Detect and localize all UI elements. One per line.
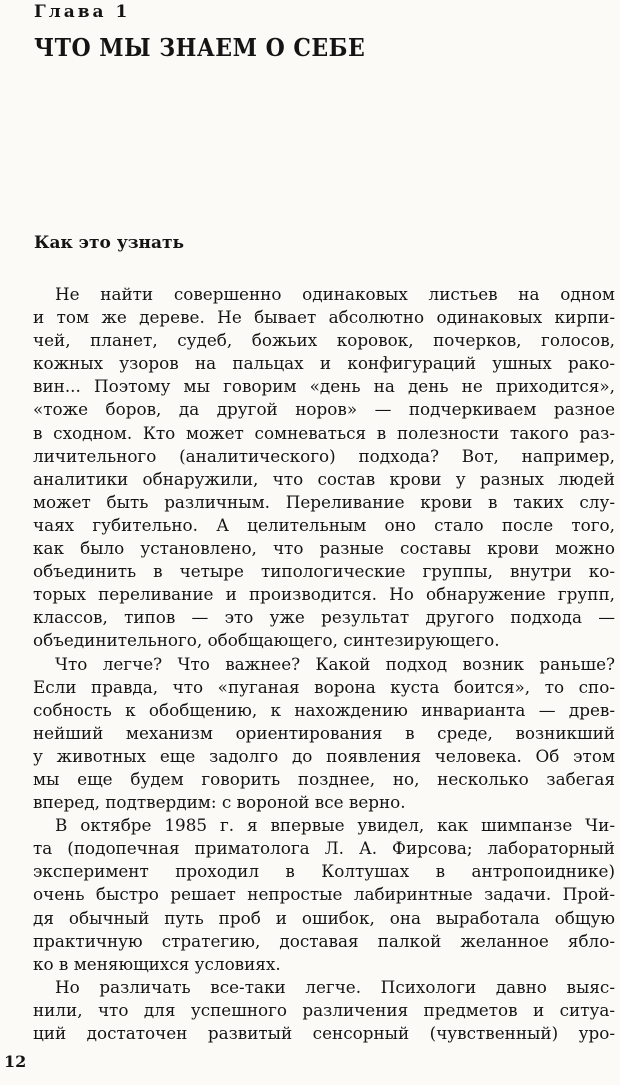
text-line: чаях губительно. А целительным оно стало после того, [33,514,615,535]
text-line: торых переливание и производится. Но обнаружение групп, [33,584,615,605]
section-heading: Как это узнать [34,233,185,253]
text-line: эксперимент проходил в Колтушах в антропоиднике) [33,861,615,882]
text-line: чей, планет, судеб, божьих коровок, почерков, голосов, [33,330,615,351]
text-line: Но различать все-таки легче. Психологи давно выяс- [55,976,615,997]
text-line: вин... Поэтому мы говорим «день на день не приходится», [33,376,615,397]
text-line: личительного (аналитического) подхода? Вот, например, [33,445,615,466]
text-line: собность к обобщению, к нахождению инварианта — древ- [33,699,615,720]
text-line: нейший механизм ориентирования в среде, возникший [33,722,615,743]
text-line: вперед, подтвердим: с вороной все верно. [33,792,406,813]
text-line: классов, типов — это уже результат другого подхода — [33,607,615,628]
text-line: у животных еще задолго до появления человека. Об этом [33,745,615,766]
text-line: объединить в четыре типологические группы, внутри ко- [33,561,615,582]
text-line: дя обычный путь проб и ошибок, она выработала общую [33,907,615,928]
text-line: мы еще будем говорить позднее, но, несколько забегая [33,768,615,789]
text-line: может быть различным. Переливание крови в таких слу- [33,491,615,512]
text-line: Не найти совершенно одинаковых листьев на одном [55,284,615,304]
page-number: 12 [4,1052,27,1071]
text-line: ций достаточен развитый сенсорный (чувственный) уро- [33,1023,615,1043]
text-line: В октябре 1985 г. я впервые увидел, как шимпанзе Чи- [55,815,615,836]
text-line: «тоже боров, да другой норов» — подчеркиваем разное [33,399,615,420]
text-line: Если правда, что «пуганая ворона куста боится», то спо- [33,676,615,697]
text-line: Что легче? Что важнее? Какой подход возник раньше? [55,653,615,674]
text-line: аналитики обнаружили, что состав крови у разных людей [33,468,615,489]
text-line: как было установлено, что разные составы крови можно [33,538,615,559]
text-line: та (подопечная приматолога Л. А. Фирсова; лабораторный [33,838,615,859]
text-line: кожных узоров на пальцах и конфигураций ушных рако- [33,353,615,374]
text-line: объединительного, обобщающего, синтезирующего. [33,630,500,651]
chapter-title: ЧТО МЫ ЗНАЕМ О СЕБЕ [34,34,366,63]
body-text [33,283,615,1045]
chapter-label: Глава 1 [34,2,131,22]
text-line: ко в меняющихся условиях. [33,953,281,974]
text-line: и том же дереве. Не бывает абсолютно одинаковых кирпи- [33,307,615,328]
text-line: нили, что для успешного различения предметов и ситуа- [33,999,615,1020]
text-line: очень быстро решает непростые лабиринтные задачи. Прой- [33,884,615,905]
text-line: в сходном. Кто может сомневаться в полезности такого раз- [33,422,615,443]
text-line: практичную стратегию, доставая палкой желанное ябло- [33,930,615,951]
